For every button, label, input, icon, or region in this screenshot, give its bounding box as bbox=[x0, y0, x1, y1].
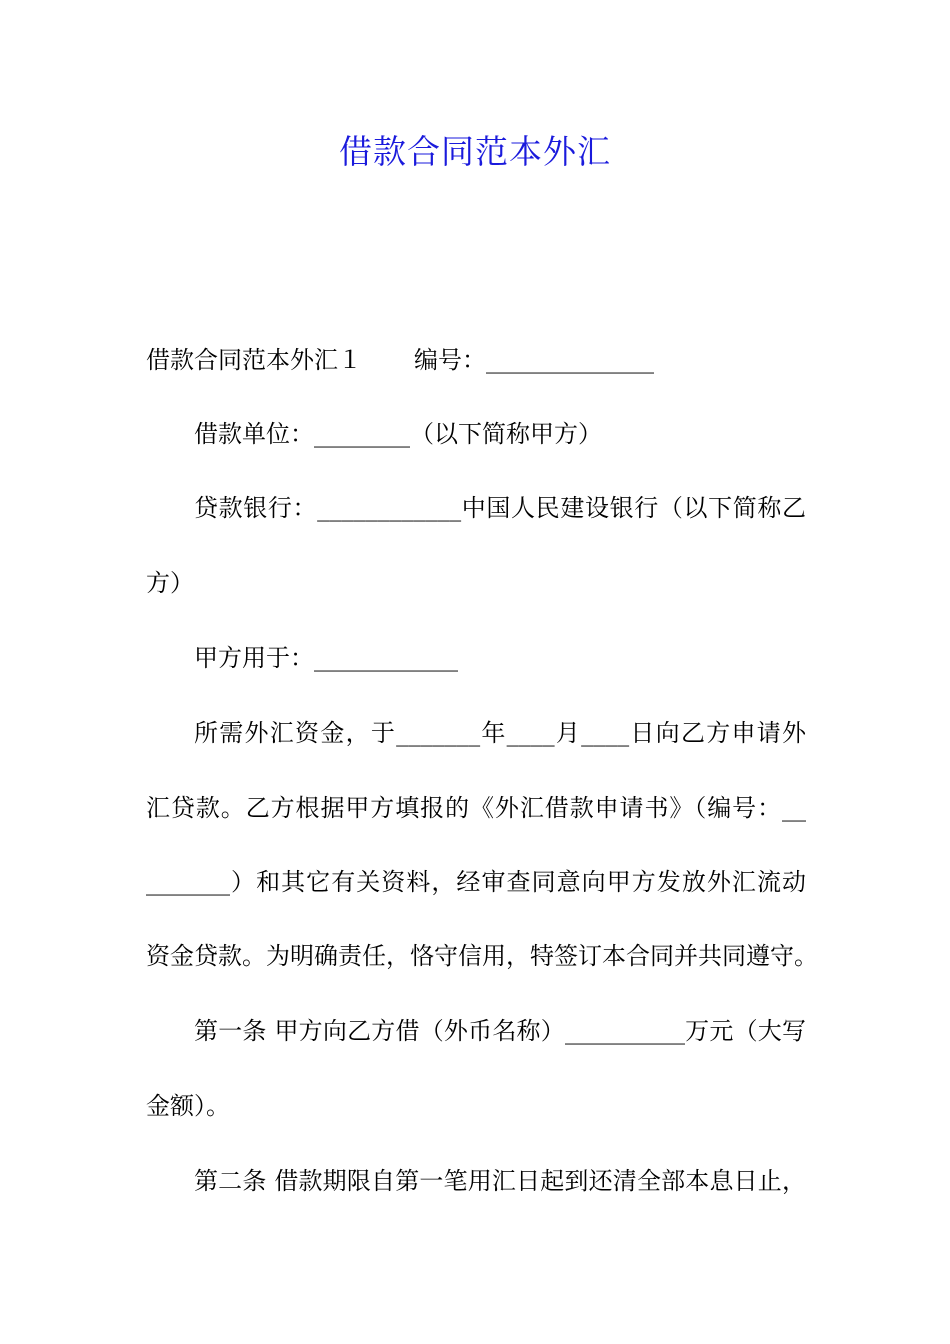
lender-bank-line: 贷款银行：____________中国人民建设银行（以下简称乙 bbox=[194, 494, 806, 522]
contract-header-line bbox=[146, 340, 806, 380]
body-paragraph-line-4: 资金贷款。为明确责任，恪守信用，特签订本合同并共同遵守。 bbox=[146, 942, 818, 970]
article-1-line-2: 金额）。 bbox=[146, 1092, 230, 1120]
body-paragraph-line-2: 汇贷款。乙方根据甲方填报的《外汇借款申请书》（编号：__ bbox=[146, 794, 806, 822]
contract-number-field: 编号：______________ bbox=[414, 346, 654, 374]
borrower-line: 借款单位：________（以下简称甲方） bbox=[194, 420, 602, 448]
contract-name: 借款合同范本外汇１ bbox=[146, 346, 362, 374]
article-2-line-1: 第二条 借款期限自第一笔用汇日起到还清全部本息日止， bbox=[194, 1167, 806, 1195]
purpose-line: 甲方用于：____________ bbox=[194, 644, 458, 672]
body-paragraph-line-3: _______）和其它有关资料，经审查同意向甲方发放外汇流动 bbox=[146, 868, 806, 896]
article-1-line-1: 第一条 甲方向乙方借（外币名称）__________万元（大写 bbox=[194, 1017, 806, 1045]
body-paragraph-line-1: 所需外汇资金，于_______年____月____日向乙方申请外 bbox=[194, 719, 806, 747]
document-title: 借款合同范本外汇 bbox=[339, 132, 611, 171]
lender-bank-line-cont: 方） bbox=[146, 569, 194, 597]
